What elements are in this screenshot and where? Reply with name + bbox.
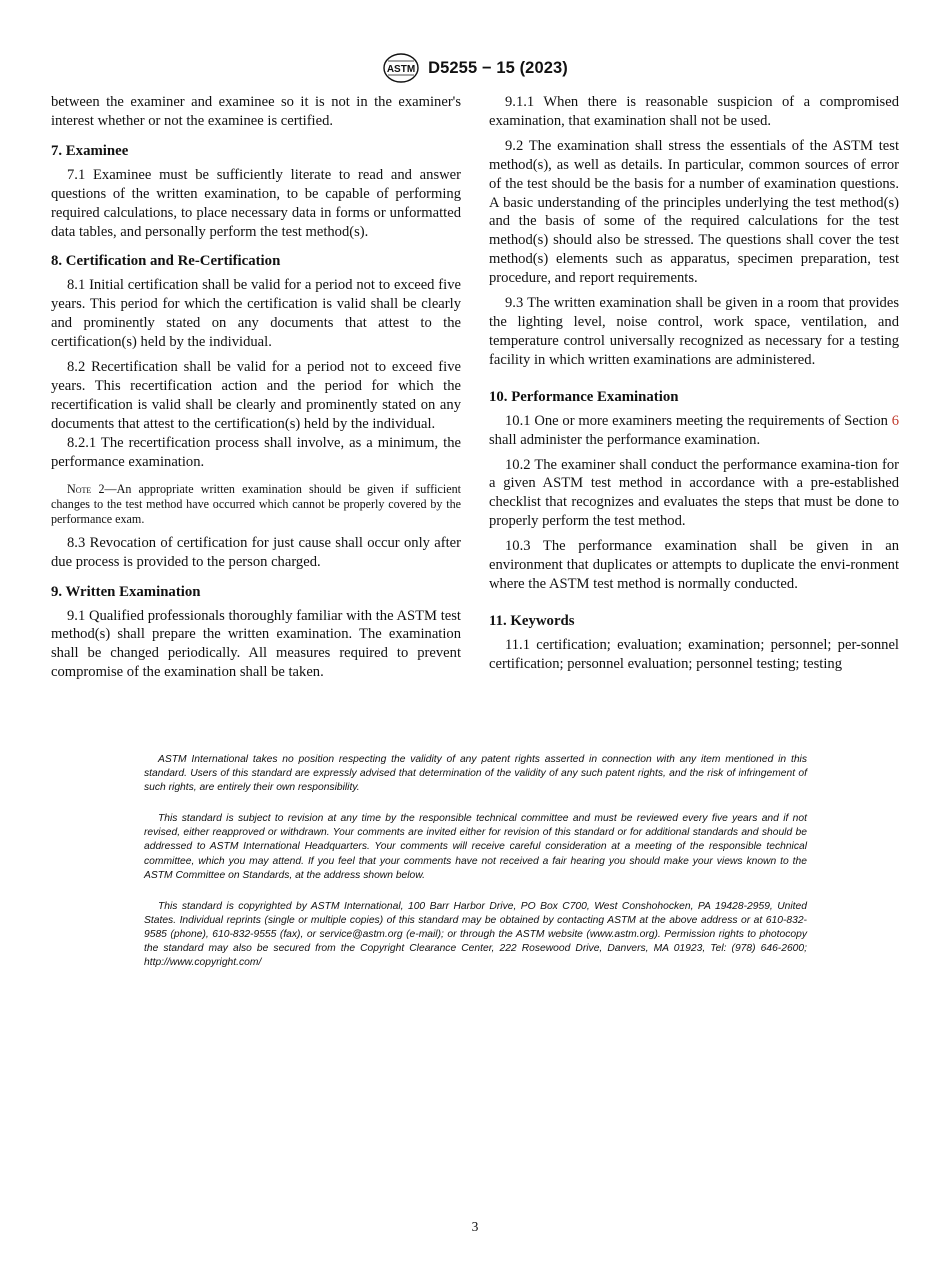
note-2 (51, 482, 461, 528)
note-text: 2—An appropriate written examination should be given if sufficient changes to the test method have occurred which cannot be properly covered by the performance exam. (51, 481, 461, 527)
paragraph-10-3: 10.3 The performance examination shall be given in an environment that duplicates or attempts to duplicate the envi-ronment where the ASTM test method is normally conducted. (489, 538, 899, 592)
continued-paragraph: between the examiner and examinee so it is not in the examiner's interest whether or not the examinee is certified. (51, 94, 461, 129)
paragraph-8-3: 8.3 Revocation of certification for just cause shall occur only after due process is provided to the person charged. (51, 534, 461, 570)
note-label: Note (67, 481, 92, 496)
paragraph-9-1-1: 9.1.1 When there is reasonable suspicion of a compromised examination, that examination shall not be used. (489, 94, 899, 129)
svg-text:ASTM: ASTM (386, 64, 416, 75)
paragraph-10-1-text-end: shall administer the performance examination. (489, 431, 761, 448)
footer-notices (144, 753, 807, 987)
section-6-link[interactable]: 6 (891, 412, 899, 429)
section-11-heading: 11. Keywords (489, 612, 575, 629)
section-10-heading: 10. Performance Examination (489, 388, 679, 405)
patent-notice: ASTM International takes no position respecting the validity of any patent rights asserted in connection with any item mentioned in this standard. Users of this standard are expressly advised that determination of the validity of any such patent rights, and the risk of infringement of such rights, are entirely their own responsibility. (144, 754, 807, 794)
paragraph-10-1 (489, 412, 899, 450)
paragraph-8-2: 8.2 Recertification shall be valid for a period not to exceed five years. This recertification action and the period for which the recertification is valid shall be clearly and prominently stated on any documents that attest to the certification(s) held by the individual. (51, 359, 461, 432)
astm-logo-icon (382, 52, 420, 84)
paragraph-9-2: 9.2 The examination shall stress the essentials of the ASTM test method(s), as well as details. In particular, common sources of error of the test should be the basis for a number of examination questions. A basic understanding of the principles underlying the test method(s) and the basis of some of the required calculations for the test method(s) should also be stressed. The questions shall cover the test method(s) elements such as apparatus, specimen preparation, test procedure, and report requirements. (489, 137, 899, 287)
paragraph-9-3: 9.3 The written examination shall be given in a room that provides the lighting level, noise control, work space, ventilation, and temperature control universally recognized as necessary for a testing facility in which written examinations are administered. (489, 295, 899, 368)
paragraph-7-1: 7.1 Examinee must be sufficiently literate to read and answer questions of the written examination, to be capable of performing required calculations, to place necessary data in forms or unformatted data tables, and personally perform the test method(s). (51, 166, 461, 240)
page-header (0, 52, 950, 89)
copyright-notice: This standard is copyrighted by ASTM International, 100 Barr Harbor Drive, PO Box C700, West Conshohocken, PA 19428-2959, United States. Individual reprints (single or multiple copies) of this standard may be obtained by contacting ASTM at the above address or at 610-832-9585 (phone), 610-832-9555 (fax), or service@astm.org (e-mail); or through the ASTM website (www.astm.org). Permission rights to photocopy the standard may also be secured from the Copyright Clearance Center, 222 Rosewood Drive, Danvers, MA 01923, Tel: (978) 646-2600; http://www.copyright.com/ (144, 900, 807, 969)
paragraph-9-1: 9.1 Qualified professionals thoroughly familiar with the ASTM test method(s) shall prepare the written examination. The examination shall be changed periodically. All measures required to prevent compromise of the examination shall be taken. (51, 607, 461, 681)
section-8-heading: 8. Certification and Re-Certification (51, 253, 281, 270)
paragraph-8-2-1: 8.2.1 The recertification process shall involve, as a minimum, the performance examination. (51, 434, 461, 470)
paragraph-8-1: 8.1 Initial certification shall be valid for a period not to exceed five years. This period for which the certification is valid shall be clearly and prominently stated on any documents that attest to the certification(s) held by the individual. (51, 277, 461, 351)
paragraph-10-1-text: 10.1 One or more examiners meeting the requirements of Section (505, 412, 892, 429)
document-id: D5255 − 15 (2023) (428, 58, 568, 77)
section-9-heading: 9. Written Examination (51, 583, 201, 600)
right-column (489, 93, 899, 674)
left-column (51, 93, 461, 682)
page-number: 3 (471, 1219, 479, 1234)
section-7-heading: 7. Examinee (51, 142, 129, 159)
paragraph-11-1: 11.1 certification; evaluation; examination; personnel; per-sonnel certification; personnel evaluation; personnel testing; testing (489, 636, 899, 672)
revision-notice: This standard is subject to revision at any time by the responsible technical committee and must be reviewed every five years and if not revised, either reapproved or withdrawn. Your comments are invited either for revision of this standard or for additional standards and should be addressed to ASTM International Headquarters. Your comments will receive careful consideration at a meeting of the responsible technical committee, which you may attend. If you feel that your comments have not received a fair hearing you should make your views known to the ASTM Committee on Standards, at the address shown below. (144, 813, 807, 881)
paragraph-10-2: 10.2 The examiner shall conduct the performance examina-tion for a given ASTM test method in accordance with a pre-established checklist that recognizes and evaluates the steps that must be done to properly perform the test method. (489, 456, 899, 530)
